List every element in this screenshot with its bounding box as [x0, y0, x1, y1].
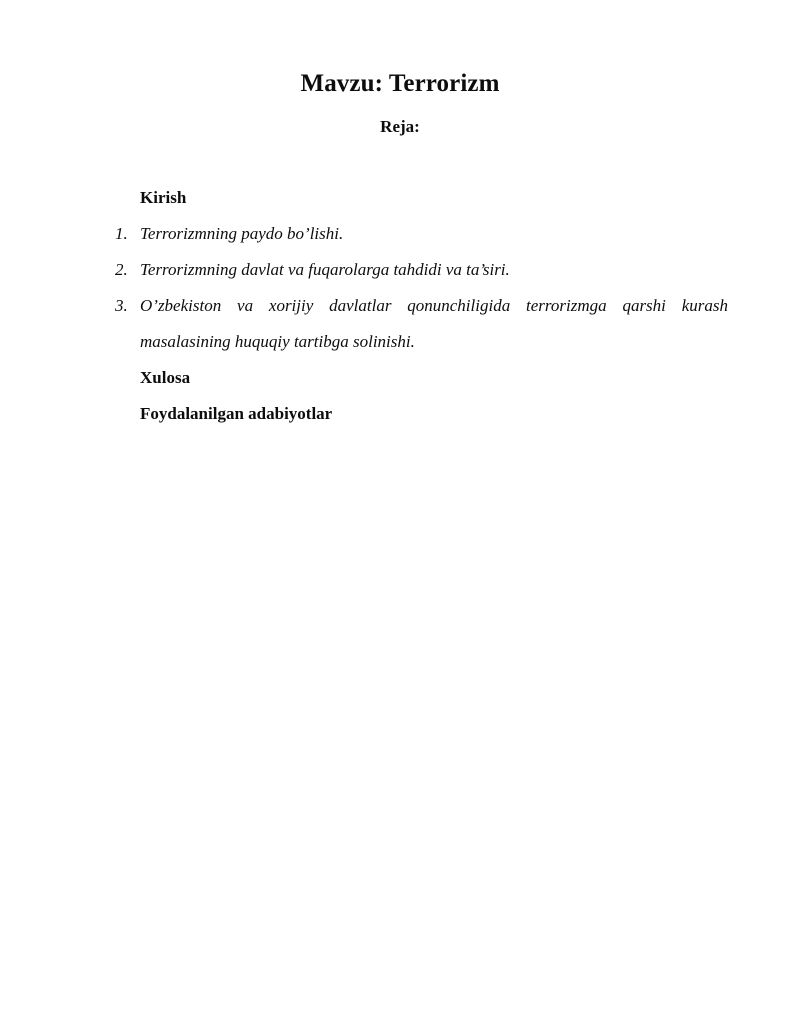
list-item [0, 288, 800, 360]
list-item-number: 3. [115, 296, 128, 316]
plan-numbered-list [0, 216, 800, 360]
document-body [0, 0, 800, 432]
plan-subtitle: Reja: [380, 116, 420, 136]
plan-heading-kirish: Kirish [140, 188, 187, 208]
plan-outline [0, 136, 800, 432]
list-item [0, 252, 800, 288]
list-item-number: 2. [115, 260, 128, 280]
list-item-text: O’zbekiston va xorijiy davlatlar qonunchiligida terrorizmga qarshi kurash masalasining huquqiy tartibga solinishi. [140, 296, 728, 352]
page-title: Mavzu: Terrorizm [300, 70, 500, 97]
list-item-text: Terrorizmning davlat va fuqarolarga tahdidi va ta’siri. [140, 260, 510, 280]
list-item-number: 1. [115, 224, 128, 244]
plan-heading-references: Foydalanilgan adabiyotlar [140, 404, 333, 424]
list-item-text: Terrorizmning paydo bo’lishi. [140, 224, 344, 244]
list-item [0, 216, 800, 252]
plan-heading-xulosa: Xulosa [140, 368, 191, 388]
